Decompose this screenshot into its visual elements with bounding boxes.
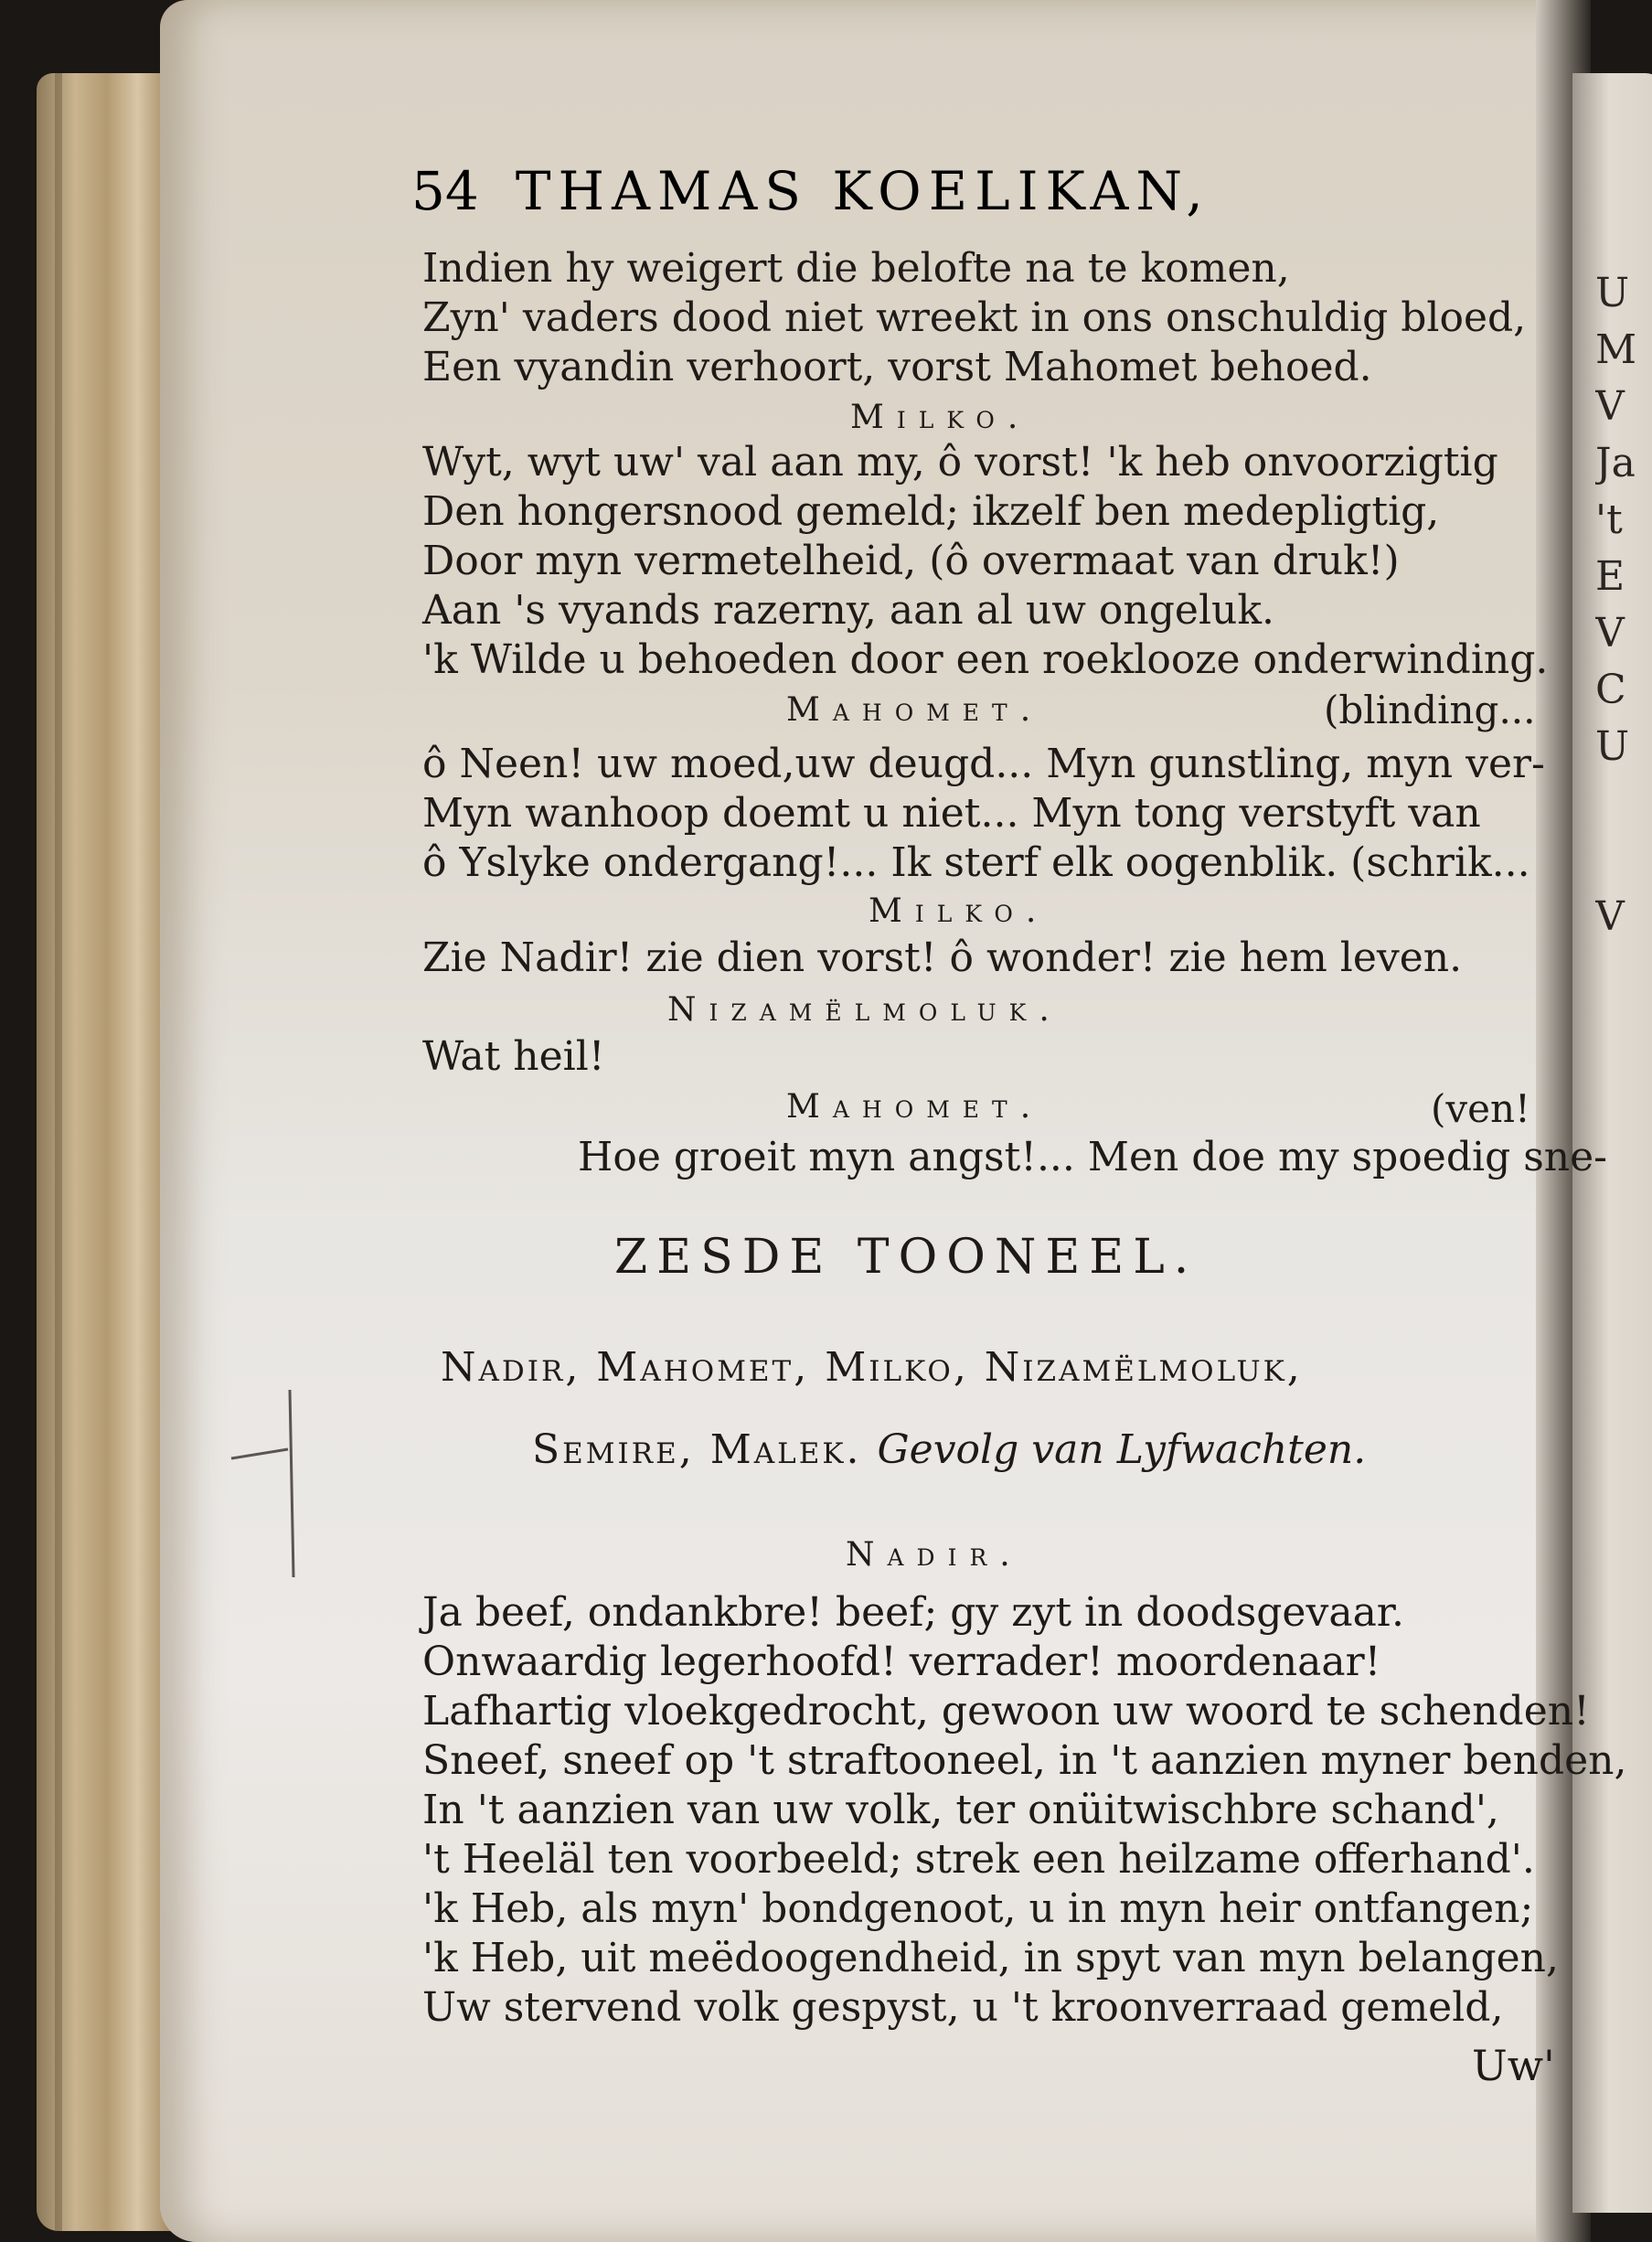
verse-line: Hoe groeit myn angst!... Men doe my spoedig sne- xyxy=(578,1134,1608,1180)
cast-names: Semire, Malek. xyxy=(532,1426,862,1473)
speaker-name: Nadir. xyxy=(846,1536,1023,1574)
scene-title: ZESDE TOONEEL. xyxy=(614,1230,1199,1285)
verse-line: In 't aanzien van uw volk, ter onüitwischbre schand', xyxy=(422,1787,1499,1833)
verse-line: Myn wanhoop doemt u niet... Myn tong verstyft van xyxy=(422,790,1481,837)
speaker-name: Milko. xyxy=(869,892,1050,930)
turnover-word: (blinding... xyxy=(1324,688,1536,732)
running-title: THAMAS KOELIKAN, xyxy=(515,160,1210,222)
facing-letter: V xyxy=(1595,383,1625,430)
verse-line: 'k Heb, uit meëdoogendheid, in spyt van myn belangen, xyxy=(422,1935,1559,1981)
facing-letter: U xyxy=(1595,270,1630,316)
verse-line: Indien hy weigert die belofte na te komen, xyxy=(422,245,1290,292)
facing-letter xyxy=(1595,832,1652,889)
verse-line: Onwaardig legerhoofd! verrader! moordenaar! xyxy=(422,1639,1381,1685)
cast-list-line: Nadir, Mahomet, Milko, Nizamëlmoluk, xyxy=(441,1344,1303,1391)
turnover-word: (ven! xyxy=(1431,1086,1530,1131)
speaker-name: Nizamëlmoluk. xyxy=(667,991,1062,1029)
verse-line: Lafhartig vloekgedrocht, gewoon uw woord te schenden! xyxy=(422,1688,1590,1735)
verse-line: Zyn' vaders dood niet wreekt in ons onschuldig bloed, xyxy=(422,294,1527,341)
verse-line: 'k Wilde u behoeden door een roekloozе onderwinding. xyxy=(422,636,1549,683)
verse-line: Uw stervend volk gespyst, u 't kroonverraad gemeld, xyxy=(422,1984,1504,2031)
verse-line: Wyt, wyt uw' val aan my, ô vorst! 'k heb onvoorzigtig xyxy=(422,439,1498,486)
facing-letter: Ja xyxy=(1595,440,1636,486)
verse-line: ô Neen! uw moed,uw deugd... Myn gunstling, myn ver- xyxy=(422,741,1545,787)
verse-line: Zie Nadir! zie dien vorst! ô wonder! zie hem leven. xyxy=(422,934,1463,981)
facing-letter: V xyxy=(1595,893,1625,940)
facing-letter: V xyxy=(1595,610,1625,657)
facing-letter: E xyxy=(1595,553,1625,600)
page-number: 54 xyxy=(411,160,479,222)
facing-letter xyxy=(1595,775,1652,832)
pencil-mark xyxy=(224,1385,325,1582)
catchword: Uw' xyxy=(1472,2041,1555,2090)
verse-line: Den hongersnood gemeld; ikzelf ben medepligtig, xyxy=(422,488,1440,535)
speaker-name: Mahomet. xyxy=(786,691,1044,729)
cast-note: Gevolg van Lyfwachten. xyxy=(877,1426,1367,1473)
running-header xyxy=(411,160,1435,233)
verse-line: Aan 's vyands razerny, aan al uw ongeluk. xyxy=(422,587,1275,634)
facing-letter: C xyxy=(1595,667,1626,713)
cast-list-line xyxy=(532,1426,1366,1473)
facing-letter: 't xyxy=(1595,496,1623,543)
speaker-name: Mahomet. xyxy=(786,1088,1044,1126)
speaker-name: Milko. xyxy=(850,399,1031,436)
verse-line: 't Heeläl ten voorbeeld; strek een heilzame offerhand'. xyxy=(422,1836,1535,1883)
verse-line: 'k Heb, als myn' bondgenoot, u in myn heir ontfangen; xyxy=(422,1885,1534,1932)
verse-line: Een vyandin verhoort, vorst Mahomet behoed. xyxy=(422,344,1372,390)
verse-line: Door myn vermetelheid, (ô overmaat van druk!) xyxy=(422,538,1400,584)
facing-letter: U xyxy=(1595,723,1630,770)
verse-line: Sneef, sneef op 't straftooneel, in 't aanzien myner benden, xyxy=(422,1737,1627,1784)
verse-line: Wat heil! xyxy=(422,1033,605,1080)
verse-line: ô Yslyke ondergang!... Ik sterf elk oogenblik. (schrik... xyxy=(422,839,1530,886)
facing-page-text xyxy=(1595,265,1652,945)
facing-letter: M xyxy=(1595,326,1637,373)
verse-line: Ja beef, ondankbre! beef; gy zyt in doodsgevaar. xyxy=(422,1589,1404,1636)
